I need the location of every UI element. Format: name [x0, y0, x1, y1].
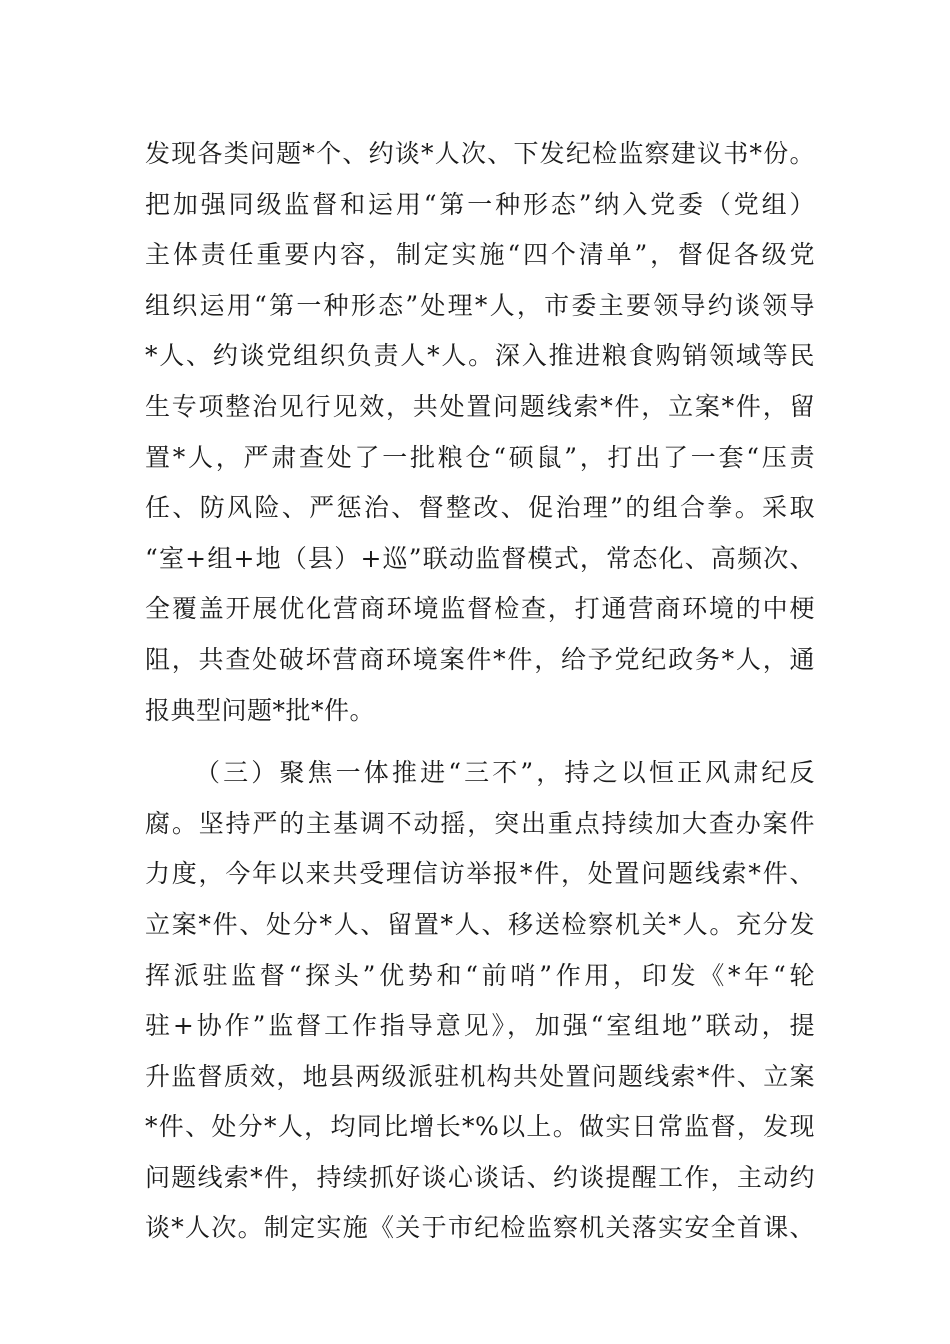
paragraph-2-line: 力度，今年以来共受理信访举报*件，处置问题线索*件、 — [145, 859, 815, 889]
paragraph-2-line: 挥派驻监督“探头”优势和“前哨”作用，印发《*年“轮 — [145, 960, 815, 990]
paragraph-1 — [145, 129, 815, 736]
paragraph-1-line: 生专项整治见行见效，共处置问题线索*件，立案*件，留 — [145, 391, 815, 421]
paragraph-1-line: 发现各类问题*个、约谈*人次、下发纪检监察建议书*份。 — [145, 139, 815, 168]
paragraph-1-line: 阻，共查处破坏营商环境案件*件，给予党纪政务*人，通 — [145, 644, 815, 674]
paragraph-2-line: 谈*人次。制定实施《关于市纪检监察机关落实安全首课、 — [145, 1213, 815, 1243]
paragraph-1-line: 全覆盖开展优化营商环境监督检查，打通营商环境的中梗 — [145, 594, 815, 624]
paragraph-1-line: 报典型问题*批*件。 — [145, 695, 376, 725]
paragraph-2-line: 升监督质效，地县两级派驻机构共处置问题线索*件、立案 — [145, 1061, 815, 1091]
paragraph-2-line: （三）聚焦一体推进“三不”，持之以恒正风肃纪反 — [195, 758, 815, 788]
paragraph-2-line: 问题线索*件，持续抓好谈心谈话、约谈提醒工作，主动约 — [145, 1162, 815, 1192]
paragraph-1-line: 任、防风险、严惩治、督整改、促治理”的组合拳。采取 — [145, 493, 815, 523]
paragraph-2-line: 腐。坚持严的主基调不动摇，突出重点持续加大查办案件 — [145, 808, 815, 838]
paragraph-1-line: 置*人，严肃查处了一批粮仓“硕鼠”，打出了一套“压责 — [145, 442, 815, 472]
paragraph-2 — [145, 748, 815, 1254]
paragraph-1-line: 把加强同级监督和运用“第一种形态”纳入党委（党组） — [145, 189, 815, 219]
paragraph-2-line: *件、处分*人，均同比增长*%以上。做实日常监督，发现 — [145, 1112, 815, 1142]
paragraph-1-line: 主体责任重要内容，制定实施“四个清单”，督促各级党 — [145, 240, 815, 270]
paragraph-1-line: “室+组+地（县）+巡”联动监督模式，常态化、高频次、 — [145, 543, 815, 573]
paragraph-1-line: *人、约谈党组织负责人*人。深入推进粮食购销领域等民 — [145, 341, 815, 371]
paragraph-2-line: 驻+协作”监督工作指导意见》，加强“室组地”联动，提 — [145, 1011, 815, 1041]
paragraph-2-line: 立案*件、处分*人、留置*人、移送检察机关*人。充分发 — [145, 909, 815, 939]
paragraph-1-line: 组织运用“第一种形态”处理*人，市委主要领导约谈领导 — [145, 290, 815, 320]
document-body — [145, 129, 815, 1254]
paragraph-gap — [145, 736, 815, 748]
